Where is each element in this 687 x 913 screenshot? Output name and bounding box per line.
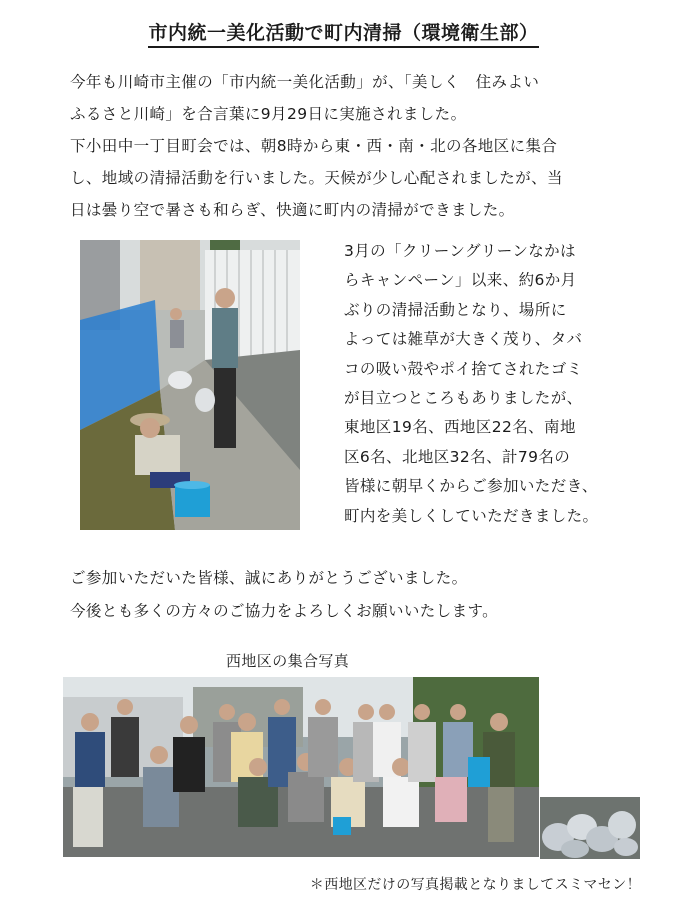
document-title-text: 市内統一美化活動で町内清掃（環境衛生部） xyxy=(148,22,538,48)
description-line: らキャンペーン」以来、約6か月 xyxy=(344,271,577,290)
closing-line: ご参加いただいた皆様、誠にありがとうございました。 xyxy=(70,569,468,587)
intro-line: し、地域の清掃活動を行いました。天候が少し心配されましたが、当 xyxy=(70,169,563,187)
footnote: ＊西地区だけの写真掲載となりましてスミマセン！ xyxy=(309,877,641,893)
closing-line: 今後とも多くの方々のご協力をよろしくお願いいたします。 xyxy=(70,602,499,620)
description-line: 区6名、北地区32名、計79名の xyxy=(344,447,571,466)
intro-line: 日は曇り空で暑さも和らぎ、快適に町内の清掃ができました。 xyxy=(70,201,515,219)
description-line: ぶりの清掃活動となり、場所に xyxy=(344,300,567,319)
description-line: 3月の「クリーングリーンなかは xyxy=(344,242,576,260)
description-line: が目立つところもありましたが、 xyxy=(344,389,583,408)
description-line: コの吸い殻やポイ捨てされたゴミ xyxy=(344,359,583,378)
garbage-bags-photo xyxy=(540,797,640,859)
description-line: 東地区19名、西地区22名、南地 xyxy=(344,418,576,437)
closing-paragraph xyxy=(70,562,630,628)
intro-line: 今年も川崎市主催の「市内統一美化活動」が、「美しく 住みよい xyxy=(70,73,540,91)
description-line: 皆様に朝早くからご参加いただき、 xyxy=(344,477,598,496)
document-title xyxy=(0,18,687,45)
intro-paragraph xyxy=(70,66,630,226)
description-line: 町内を美しくしていただきました。 xyxy=(344,506,599,525)
intro-line: ふるさと川崎」を合言葉に9月29日に実施されました。 xyxy=(70,105,467,123)
group-photo xyxy=(63,677,539,857)
activity-description xyxy=(344,237,624,531)
group-photo-caption: 西地区の集合写真 xyxy=(226,652,350,670)
cleanup-photo xyxy=(80,240,300,530)
intro-line: 下小田中一丁目町会では、朝8時から東・西・南・北の各地区に集合 xyxy=(70,137,558,155)
description-line: よっては雑草が大きく茂り、タバ xyxy=(344,330,583,349)
